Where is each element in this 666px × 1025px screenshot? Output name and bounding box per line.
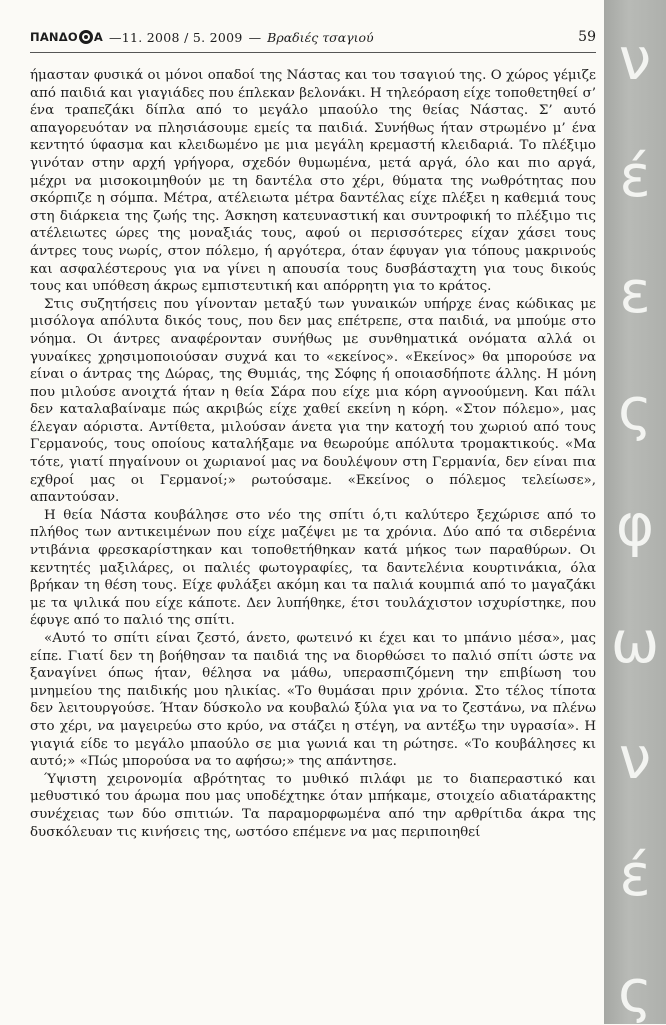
running-title: Βραδιές τσαγιού — [267, 29, 374, 45]
page-number: 59 — [578, 29, 596, 45]
body-text — [30, 67, 596, 841]
side-letter: ω — [610, 607, 660, 676]
page-header — [30, 24, 596, 50]
side-letter: φ — [615, 491, 655, 559]
logo-text: ΠΑΝΔΟ — [30, 30, 78, 44]
side-letter: έ — [619, 840, 651, 909]
paragraph-1: ήμασταν φυσικά οι μόνοι οπαδοί της Νάστας και του τσαγιού της. Ο χώρος γέμιζε από παιδιά και γιαγιάδες που έπλεκαν βελονάκι. Η τηλεόραση είχε τοποθετηθεί σ’ ένα τραπεζάκι δίπλα από το μεγάλο μπαούλο της θείας Νάστας. Σ’ αυτό απαγορευόταν να πλησιάσουμε εμείς τα παιδιά. Συνήθως ήταν στρωμένο μ’ ένα κεντητό ύφασμα και κλειδωμένο με μια μεγάλη κρεμαστή κλειδαριά. Το πλέξιμο γινόταν στην αρχή γρήγορα, σχεδόν θυμωμένα, μετά αργά, όλο και πιο αργά, μέχρι να μισοκοιμηθούν με τη δαντέλα στο χέρι, θύματα της νωθρότητας που σκόρπιζε η σόμπα. Μέτρα, ατέλειωτα μέτρα δαντέλας είχε πλέξει η καθεμιά τους στη διάρκεια της ζωής της. Άσκηση κατευναστική και συντροφική το πλέξιμο τις ατέλειωτες ώρες της μοναξιάς τους, αφού οι περισσότερες είχαν χάσει τους άντρες τους νωρίς, στον πόλεμο, ή αργότερα, όταν έφυγαν για τόπους μακρινούς και ασφαλέστερους για να γίνει η απουσία τους δυσβάσταχτη για τους δικούς τους και υπόθεση άκρως εμπιστευτική και απόρρητη για το κράτος. — [30, 68, 596, 295]
side-letter: ς — [617, 374, 653, 443]
side-letter: ν — [618, 25, 652, 93]
side-strip — [604, 0, 666, 1024]
paragraph-2: Στις συζητήσεις που γίνονταν μεταξύ των γυναικών υπήρχε ένας κώδικας με μισόλογα απόλυτα δικός τους, που δεν μας επέτρεπε, στα παιδιά, να μπούμε στο νόημα. Οι άντρες αναφέρονταν συνήθως με συνθηματικά ονόματα αλλά οι γυναίκες χρησιμοποιούσαν συχνά και το «εκείνος». «Εκείνος» θα μπορούσε να είναι ο άντρας της Δώρας, της Θυμιάς, της Σόφης ή οποιασδήποτε άλλης. Η μόνη που μιλούσε ανοιχτά ήταν η θεία Σάρα που είχε μια κόρη αγνοούμενη. Και πάλι δεν καταλαβαίναμε πώς ακριβώς είχε χαθεί εκείνη η κόρη. «Στον πόλεμο», μας έλεγαν αόριστα. Αντίθετα, μιλούσαν άνετα για την κατοχή του χωριού από τους Γερμανούς, τους οποίους καταλήξαμε να θεωρούμε απόλυτα τρομακτικούς. «Μα τότε, γιατί πηγαίνουν οι χωριανοί μας να δουλέψουν στη Γερμανία, δεν είναι πια εχθροί μας οι Γερμανοί;» ρωτούσαμε. «Εκείνος ο πόλεμος τελείωσε», απαντούσαν. — [30, 296, 596, 506]
header-rule — [30, 52, 596, 53]
issue-dates: —11. 2008 / 5. 2009 — [108, 29, 243, 45]
side-letter: έ — [619, 141, 651, 210]
paragraph-4: «Αυτό το σπίτι είναι ζεστό, άνετο, φωτεινό κι έχει και το μπάνιο μέσα», μας είπε. Γιατί δεν τη βοήθησαν τα παιδιά της να διορθώσει το παλιό σπίτι ώστε να ξαναγίνει όπως ήταν, θέλησα να μάθω, υπερασπιζόμενη την επιβίωση του μνημείου της παιδικής μου ηλικίας. «Το θυμάσαι πριν χρόνια. Στο τέλος τίποτα δεν λειτουργούσε. Ήταν δύσκολο να κουβαλώ ξύλα για να το ζεστάνω, να πλένω στο χέρι, να μαγειρεύω στο κρύο, να στάζει η στέγη, να αντέξω την υγρασία». Η γιαγιά είδε το μεγάλο μπαούλο σε μια γωνιά και τη ρώτησε. «Το κουβάλησες κι αυτό;» «Πώς μπορούσα να το αφήσω;» της απάντησε. — [30, 631, 596, 770]
side-letters — [604, 25, 666, 1025]
side-letter: ς — [617, 957, 653, 1025]
logo-eye-icon — [79, 30, 93, 44]
side-letter: ε — [619, 258, 651, 326]
paragraph-5: Ύψιστη χειρονομία αβρότητας το μυθικό πιλάφι με το διαπεραστικό και μεθυστικό του άρωμα που μας υποδέχτηκε όταν μπήκαμε, στοιχείο αδιατάρακτης συνέχειας των δύο σπιτιών. Τα παραμορφωμένα από την αρθρίτιδα άκρα της δυσκόλευαν τις κινήσεις της, ωστόσο επέμενε να μας περιποιηθεί — [30, 771, 596, 840]
magazine-logo — [30, 30, 103, 44]
paragraph-3: Η θεία Νάστα κουβάλησε στο νέο της σπίτι ό,τι καλύτερο ξεχώρισε από το πλήθος των αντικειμένων που είχε μαζέψει με τα χρόνια. Δύο από τα σιδερένια ντιβάνια φρεσκαρίστηκαν και τοποθετήθηκαν κατά μήκος των παραθύρων. Οι κεντητές μαξιλάρες, οι παλιές φωτογραφίες, τα δαντελένια κουρτινάκια, όλα βρήκαν τη θέση τους. Είχε φυλάξει ακόμη και τα παλιά κουμπιά από το μαγαζάκι με τα ψιλικά που είχε κάποτε. Δεν λυπήθηκε, έτσι τουλάχιστον ισχυρίστηκε, που έφυγε από το παλιό της σπίτι. — [30, 507, 596, 629]
header-separator: — — [248, 29, 262, 45]
side-letter: ν — [618, 724, 652, 792]
logo-text-tail: Α — [93, 30, 103, 44]
